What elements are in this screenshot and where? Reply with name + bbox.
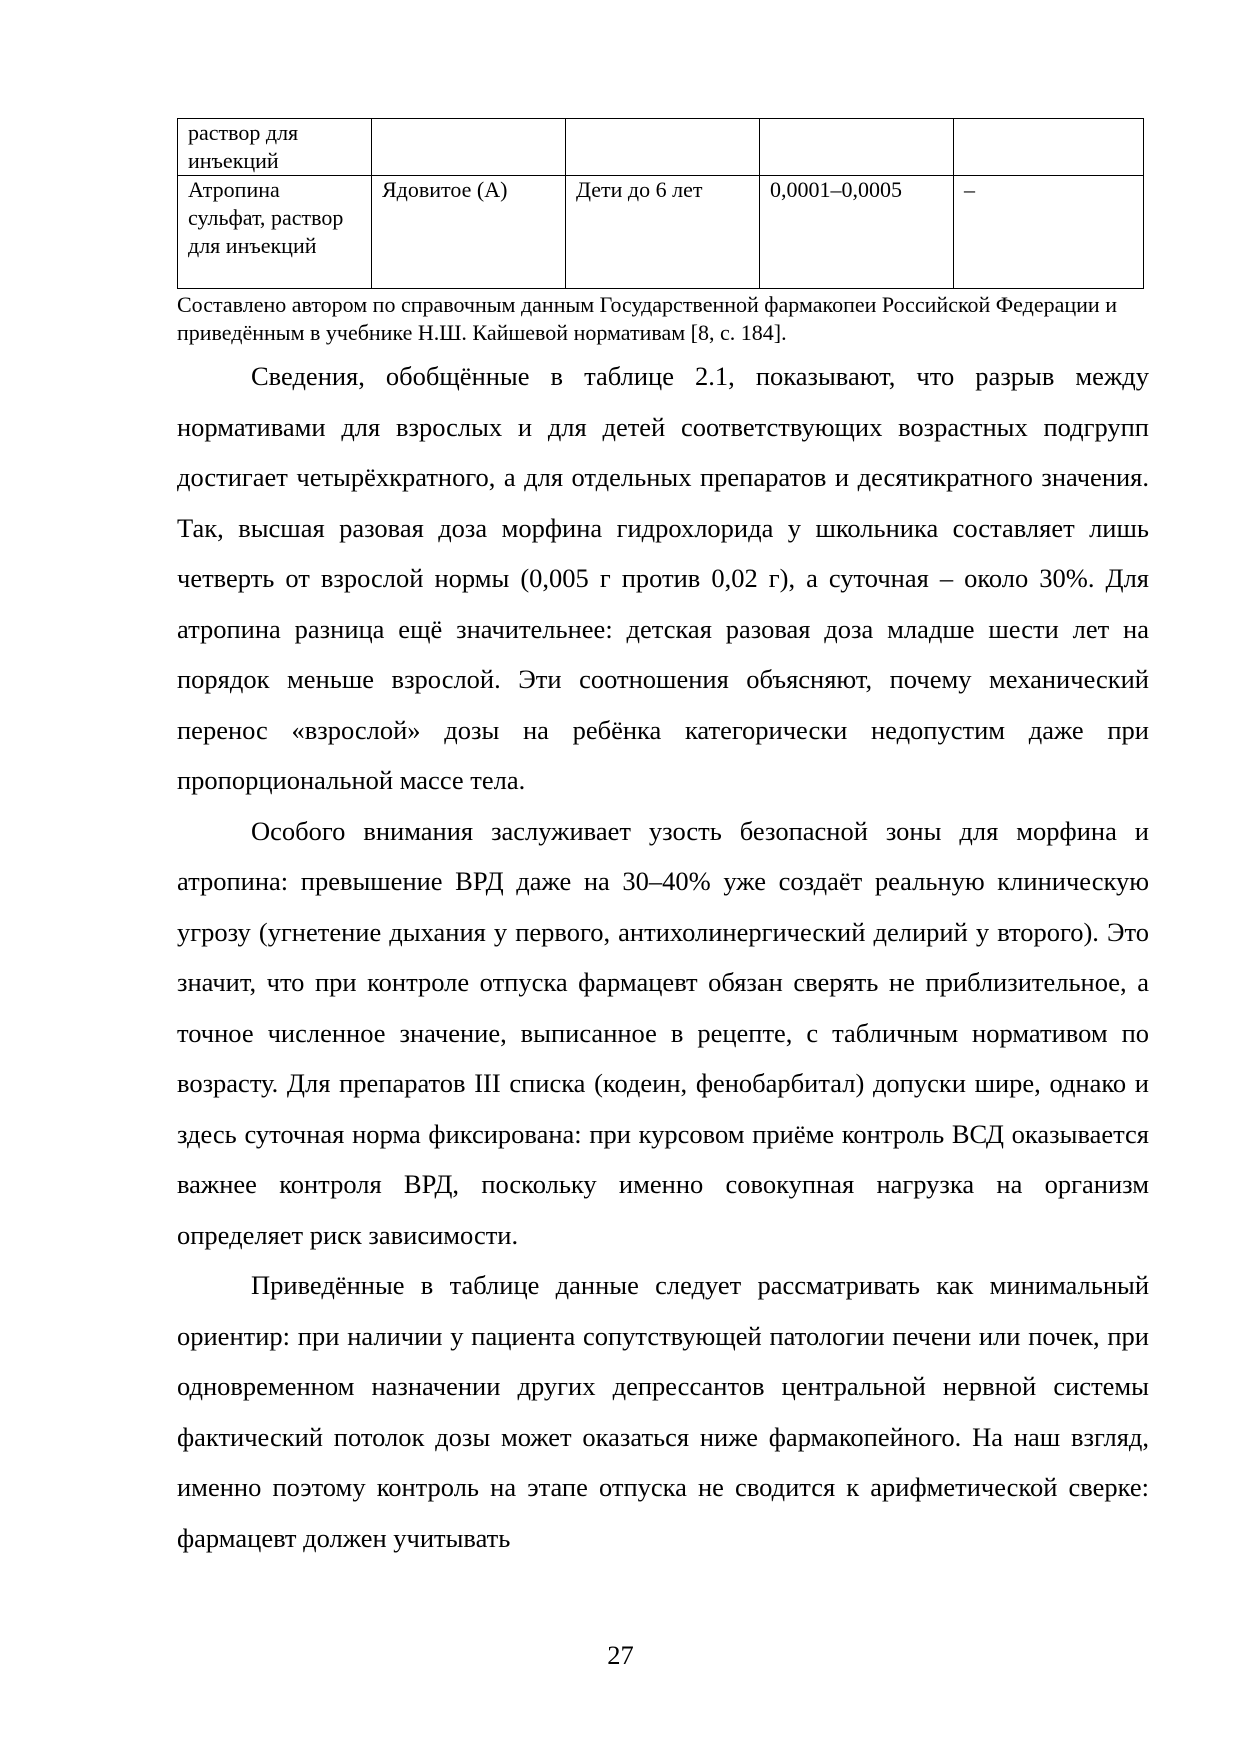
cell-line: инъекций	[225, 233, 317, 258]
table-cell-drug	[178, 176, 372, 289]
table-row	[178, 119, 1144, 176]
table-cell-single-dose	[760, 119, 954, 176]
body-paragraph: Особого внимания заслуживает узость безопасной зоны для морфина и атропина: превышение ВРД даже на 30–40% уже создаёт реальную клиническую угрозу (угнетение дыхания у первого, антихолинергический делирий у второго). Это значит, что при контроле отпуска фармацевт обязан сверять не приблизительное, а точное численное значение, выписанное в рецепте, с табличным нормативом по возрасту. Для препаратов III списка (кодеин, фенобарбитал) допуски шире, однако и здесь суточная норма фиксирована: при курсовом приёме контроль ВСД оказывается важнее контроля ВРД, поскольку именно совокупная нагрузка на организм определяет риск зависимости.	[177, 815, 1149, 1250]
table-cell-group: Ядовитое (А)	[372, 176, 566, 289]
cell-line: инъекций	[188, 148, 279, 173]
table-cell-daily-dose: –	[954, 176, 1144, 289]
cell-line: сульфат,	[188, 205, 266, 230]
table-source-note: Составлено автором по справочным данным Государственной фармакопеи Российской Федерации и приведённым в учебнике Н.Ш. Кайшевой нормативам [8, с. 184].	[177, 292, 1117, 345]
cell-line: раствор для	[188, 120, 299, 145]
body-paragraph: Приведённые в таблице данные следует рассматривать как минимальный ориентир: при наличии у пациента сопутствующей патологии печени или почек, при одновременном назначении других депрессантов центральной нервной системы фактический потолок дозы может оказаться ниже фармакопейного. На наш взгляд, именно поэтому контроль на этапе отпуска не сводится к арифметической сверке: фармацевт должен учитывать	[177, 1270, 1149, 1553]
body-paragraph: Сведения, обобщённые в таблице 2.1, показывают, что разрыв между нормативами для взрослых и для детей соответствующих возрастных подгрупп достигает четырёхкратного, а для отдельных препаратов и десятикратного значения. Так, высшая разовая доза морфина гидрохлорида у школьника составляет лишь четверть от взрослой нормы (0,005 г против 0,02 г), а суточная – около 30%. Для атропина разница ещё значительнее: детская разовая доза младше шести лет на порядок меньше взрослой. Эти соотношения объясняют, почему механический перенос «взрослой» дозы на ребёнка категорически недопустим даже при пропорциональной массе тела.	[177, 361, 1149, 795]
table-cell-daily-dose	[954, 119, 1144, 176]
dose-table	[177, 118, 1144, 289]
cell-line: раствор для	[188, 205, 344, 258]
table-cell-drug	[178, 119, 372, 176]
document-page	[177, 118, 1149, 1563]
page-number: 27	[607, 1640, 634, 1670]
table-cell-age	[566, 119, 760, 176]
table-cell-group	[372, 119, 566, 176]
table-cell-age: Дети до 6 лет	[566, 176, 760, 289]
table-row	[178, 176, 1144, 289]
table-cell-single-dose: 0,0001–0,0005	[760, 176, 954, 289]
cell-line: Атропина	[188, 177, 280, 202]
